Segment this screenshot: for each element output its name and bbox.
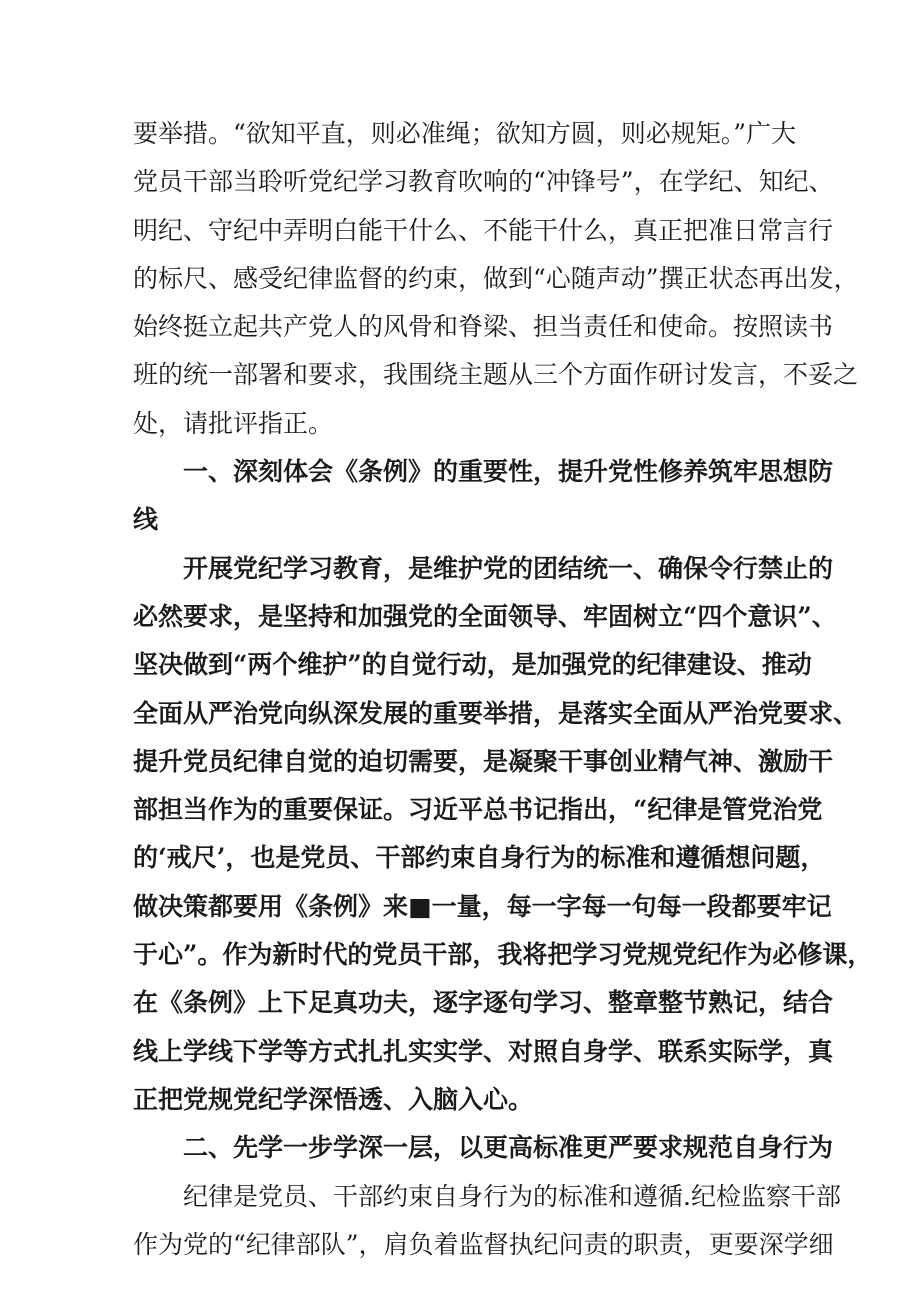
text-line: 明纪、守纪中弄明白能干什么、不能干什么，真正把准日常言行 (133, 215, 834, 245)
text-line: 要举措。“欲知平直，则必准绳；欲知方圆，则必规矩。”广大 (133, 119, 797, 148)
text-line: 在《条例》上下足真功夫，逐字逐句学习、整章整节熟记，结合 (133, 988, 834, 1018)
text-line: 于心”。作为新时代的党员干部，我将把学习党规党纪作为必修课， (133, 940, 873, 970)
text-line: 纪律是党员、干部约束自身行为的标准和遵循.纪检监察干部 (183, 1181, 841, 1211)
text-line: 班的统一部署和要求，我围绕主题从三个方面作研讨发言，不妥之 (133, 360, 859, 390)
text-line: 线上学线下学等方式扎扎实实学、对照自身学、联系实际学，真 (133, 1036, 834, 1066)
text-line: 始终挺立起共产党人的风骨和脊梁、担当责任和使命。按照读书 (133, 312, 834, 342)
text-line: 坚决做到“两个维护”的自觉行动，是加强党的纪律建设、推动 (133, 650, 812, 680)
text-line: 提升党员纪律自觉的迫切需要，是凝聚干事创业精气神、激励干 (133, 746, 834, 776)
text-line: 开展党纪学习教育，是维护党的团结统一、确保令行禁止的 (183, 553, 834, 583)
text-line: 的‘戒尺’，也是党员、干部约束自身行为的标准和遵循想问题， (133, 843, 826, 873)
text-line: 线 (133, 505, 159, 535)
section-heading-line: 二、先学一步学深一层，以更高标准更严要求规范自身行为 (183, 1133, 834, 1163)
text-line: 处，请批评指正。 (133, 408, 334, 438)
text-line: 的标尺、感受纪律监督的约束，做到“心随声动”撰正状态再出发， (133, 263, 859, 293)
text-line: 必然要求，是坚持和加强党的全面领导、牢固树立“四个意识”、 (133, 601, 837, 631)
text-line: 全面从严治党向纵深发展的重要举措，是落实全面从严治党要求、 (133, 698, 859, 728)
text-line: 党员干部当聆听党纪学习教育吹响的“冲锋号”，在学纪、知纪、 (133, 167, 834, 197)
document-body (133, 110, 873, 1269)
text-line: 作为党的“纪律部队”，肩负着监督执纪问责的职责，更要深学细 (133, 1229, 834, 1259)
text-line: 一、深刻体会《条例》的重要性，提升党性修养筑牢思想防 (183, 457, 834, 487)
text-line: 正把党规党纪学深悟透、入脑入心。 (133, 1084, 534, 1114)
text-line: 部担当作为的重要保证。习近平总书记指出，“纪律是管党治党 (133, 795, 823, 825)
text-line: 做决策都要用《条例》来■一量，每一字每一句每一段都要牢记 (133, 891, 832, 921)
